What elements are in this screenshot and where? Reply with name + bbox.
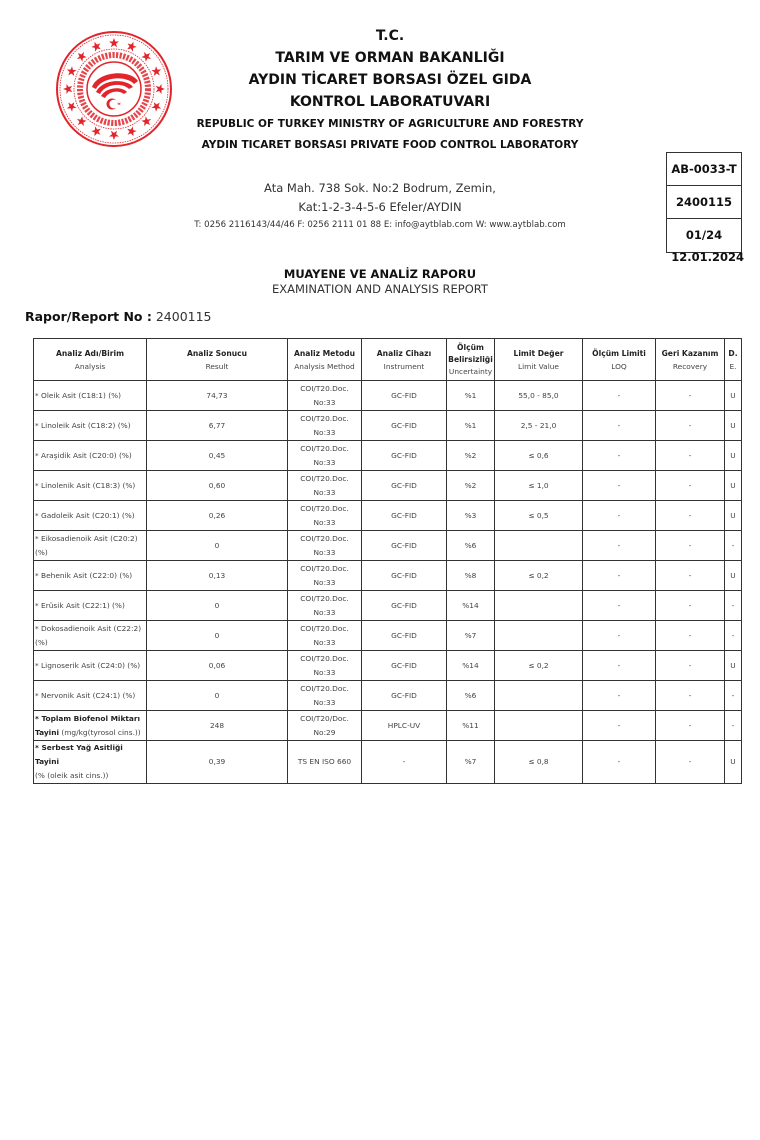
analysis-recovery: - (656, 441, 725, 471)
report-title-tr: MUAYENE VE ANALİZ RAPORU (283, 267, 477, 281)
analysis-uncertainty: %6 (447, 681, 495, 711)
table-row (34, 651, 742, 681)
analysis-recovery: - (656, 531, 725, 561)
table-row (34, 681, 742, 711)
header-laboratory: KONTROL LABORATUVARI (289, 94, 491, 110)
column-header-loq: Ölçüm Limiti LOQ (583, 339, 656, 381)
analysis-limit: 2,5 - 21,0 (495, 411, 583, 441)
analysis-uncertainty: %6 (447, 531, 495, 561)
analysis-name: * Oleik Asit (C18:1) (%) (34, 381, 147, 411)
analysis-de: - (725, 681, 742, 711)
analysis-loq: - (583, 651, 656, 681)
report-date: 12.01.2024 (671, 250, 744, 264)
analysis-name: * Dokosadienoik Asit (C22:2) (%) (34, 621, 147, 651)
analysis-de: - (725, 531, 742, 561)
report-number-label: Rapor/Report No : (25, 309, 152, 324)
analysis-limit (495, 591, 583, 621)
analysis-de: U (725, 471, 742, 501)
analysis-de: U (725, 651, 742, 681)
column-header-de: D. E. (725, 339, 742, 381)
table-row (34, 711, 742, 741)
analysis-name: * Linolenik Asit (C18:3) (%) (34, 471, 147, 501)
analysis-results-table (33, 338, 742, 784)
analysis-method: COI/T20.Doc. No:33 (288, 561, 362, 591)
address-line-2: Kat:1-2-3-4-5-6 Efeler/AYDIN (298, 200, 462, 214)
analysis-loq: - (583, 561, 656, 591)
analysis-instrument: GC-FID (362, 411, 447, 441)
analysis-method: COI/T20.Doc. No:33 (288, 381, 362, 411)
analysis-result: 0 (147, 621, 288, 651)
analysis-recovery: - (656, 411, 725, 441)
analysis-loq: - (583, 681, 656, 711)
analysis-de: U (725, 411, 742, 441)
analysis-uncertainty: %2 (447, 441, 495, 471)
analysis-recovery: - (656, 471, 725, 501)
analysis-de: U (725, 741, 742, 784)
analysis-method: COI/T20.Doc. No:33 (288, 531, 362, 561)
column-header-method: Analiz Metodu Analysis Method (288, 339, 362, 381)
analysis-uncertainty: %7 (447, 621, 495, 651)
analysis-name: * Toplam Biofenol Miktarı Tayini (mg/kg(tyrosol cins.)) (34, 711, 147, 741)
header-laboratory-en: AYDIN TICARET BORSASI PRIVATE FOOD CONTROL LABORATORY (201, 139, 579, 151)
header-ministry: TARIM VE ORMAN BAKANLIĞI (275, 50, 505, 66)
analysis-method: COI/T20.Doc. No:33 (288, 651, 362, 681)
analysis-loq: - (583, 531, 656, 561)
analysis-uncertainty: %1 (447, 381, 495, 411)
analysis-method: COI/T20.Doc. No:33 (288, 591, 362, 621)
table-row (34, 621, 742, 651)
analysis-result: 0 (147, 531, 288, 561)
analysis-method: COI/T20.Doc. No:33 (288, 411, 362, 441)
analysis-name: * Nervonik Asit (C24:1) (%) (34, 681, 147, 711)
analysis-limit: ≤ 0,2 (495, 561, 583, 591)
analysis-result: 0,06 (147, 651, 288, 681)
table-row (34, 741, 742, 784)
analysis-uncertainty: %3 (447, 501, 495, 531)
analysis-recovery: - (656, 501, 725, 531)
analysis-de: U (725, 381, 742, 411)
table-row (34, 471, 742, 501)
analysis-instrument: - (362, 741, 447, 784)
analysis-instrument: GC-FID (362, 561, 447, 591)
report-number (25, 309, 212, 324)
analysis-loq: - (583, 471, 656, 501)
analysis-result: 0,60 (147, 471, 288, 501)
analysis-result: 0,45 (147, 441, 288, 471)
analysis-method: COI/T20.Doc. No:33 (288, 441, 362, 471)
header-exchange: AYDIN TİCARET BORSASI ÖZEL GIDA (248, 72, 532, 88)
analysis-name: * Lignoserik Asit (C24:0) (%) (34, 651, 147, 681)
analysis-de: U (725, 501, 742, 531)
page-code: 01/24 (685, 228, 723, 242)
analysis-recovery: - (656, 381, 725, 411)
analysis-instrument: GC-FID (362, 591, 447, 621)
analysis-limit: ≤ 0,8 (495, 741, 583, 784)
analysis-method: COI/T20.Doc. No:33 (288, 621, 362, 651)
analysis-limit: 55,0 - 85,0 (495, 381, 583, 411)
analysis-method: COI/T20.Doc. No:33 (288, 471, 362, 501)
analysis-instrument: GC-FID (362, 651, 447, 681)
analysis-loq: - (583, 411, 656, 441)
analysis-recovery: - (656, 621, 725, 651)
analysis-recovery: - (656, 561, 725, 591)
analysis-uncertainty: %2 (447, 471, 495, 501)
analysis-name: * Serbest Yağ Asitliği Tayini (% (oleik asit cins.)) (34, 741, 147, 784)
analysis-instrument: GC-FID (362, 531, 447, 561)
report-number-value: 2400115 (155, 309, 212, 324)
analysis-uncertainty: %14 (447, 651, 495, 681)
analysis-loq: - (583, 621, 656, 651)
analysis-recovery: - (656, 591, 725, 621)
analysis-de: - (725, 621, 742, 651)
analysis-name: * Gadoleik Asit (C20:1) (%) (34, 501, 147, 531)
analysis-instrument: GC-FID (362, 381, 447, 411)
table-row (34, 381, 742, 411)
accreditation-code: AB-0033-T (667, 153, 741, 186)
analysis-instrument: GC-FID (362, 621, 447, 651)
analysis-uncertainty: %1 (447, 411, 495, 441)
analysis-de: U (725, 441, 742, 471)
analysis-limit: ≤ 0,6 (495, 441, 583, 471)
analysis-result: 0 (147, 591, 288, 621)
table-header-row (34, 339, 742, 381)
analysis-recovery: - (656, 711, 725, 741)
analysis-result: 0 (147, 681, 288, 711)
analysis-loq: - (583, 441, 656, 471)
column-header-instrument: Analiz Cihazı Instrument (362, 339, 447, 381)
analysis-method: COI/T20/Doc. No:29 (288, 711, 362, 741)
analysis-name: * Behenik Asit (C22:0) (%) (34, 561, 147, 591)
analysis-loq: - (583, 741, 656, 784)
analysis-uncertainty: %14 (447, 591, 495, 621)
analysis-loq: - (583, 381, 656, 411)
analysis-name: * Eikosadienoik Asit (C20:2) (%) (34, 531, 147, 561)
analysis-limit (495, 711, 583, 741)
column-header-uncertainty: Ölçüm Belirsizliği Uncertainty (447, 339, 495, 381)
analysis-recovery: - (656, 651, 725, 681)
analysis-result: 74,73 (147, 381, 288, 411)
table-row (34, 411, 742, 441)
analysis-loq: - (583, 501, 656, 531)
analysis-instrument: GC-FID (362, 471, 447, 501)
header-ministry-en: REPUBLIC OF TURKEY MINISTRY OF AGRICULTURE AND FORESTRY (196, 118, 584, 130)
analysis-result: 248 (147, 711, 288, 741)
analysis-name: * Erüsik Asit (C22:1) (%) (34, 591, 147, 621)
analysis-result: 0,39 (147, 741, 288, 784)
report-number-code: 2400115 (667, 186, 741, 219)
analysis-instrument: GC-FID (362, 681, 447, 711)
table-row (34, 501, 742, 531)
analysis-recovery: - (656, 741, 725, 784)
analysis-limit: ≤ 1,0 (495, 471, 583, 501)
analysis-uncertainty: %8 (447, 561, 495, 591)
analysis-recovery: - (656, 681, 725, 711)
analysis-method: COI/T20.Doc. No:33 (288, 681, 362, 711)
column-header-limit: Limit Değer Limit Value (495, 339, 583, 381)
column-header-analysis: Analiz Adı/Birim Analysis (34, 339, 147, 381)
contact-info: T: 0256 2116143/44/46 F: 0256 2111 01 88 E: info@aytblab.com W: www.aytblab.com (194, 220, 566, 230)
analysis-result: 0,26 (147, 501, 288, 531)
column-header-recovery: Geri Kazanım Recovery (656, 339, 725, 381)
table-row (34, 591, 742, 621)
analysis-uncertainty: %7 (447, 741, 495, 784)
table-row (34, 441, 742, 471)
analysis-result: 6,77 (147, 411, 288, 441)
header-tc: T.C. (375, 28, 405, 44)
analysis-loq: - (583, 711, 656, 741)
ministry-seal-icon (54, 29, 174, 149)
analysis-de: U (725, 561, 742, 591)
report-title-en: EXAMINATION AND ANALYSIS REPORT (272, 282, 488, 296)
analysis-limit: ≤ 0,5 (495, 501, 583, 531)
analysis-instrument: GC-FID (362, 501, 447, 531)
analysis-limit: ≤ 0,2 (495, 651, 583, 681)
analysis-limit (495, 621, 583, 651)
column-header-result: Analiz Sonucu Result (147, 339, 288, 381)
analysis-loq: - (583, 591, 656, 621)
table-row (34, 531, 742, 561)
table-row (34, 561, 742, 591)
analysis-method: TS EN ISO 660 (288, 741, 362, 784)
analysis-uncertainty: %11 (447, 711, 495, 741)
analysis-method: COI/T20.Doc. No:33 (288, 501, 362, 531)
analysis-name: * Araşidik Asit (C20:0) (%) (34, 441, 147, 471)
analysis-de: - (725, 711, 742, 741)
analysis-instrument: GC-FID (362, 441, 447, 471)
analysis-limit (495, 681, 583, 711)
analysis-de: - (725, 591, 742, 621)
analysis-instrument: HPLC-UV (362, 711, 447, 741)
analysis-result: 0,13 (147, 561, 288, 591)
analysis-limit (495, 531, 583, 561)
document-code-box (666, 152, 742, 253)
address-line-1: Ata Mah. 738 Sok. No:2 Bodrum, Zemin, (264, 181, 496, 195)
analysis-name: * Linoleik Asit (C18:2) (%) (34, 411, 147, 441)
